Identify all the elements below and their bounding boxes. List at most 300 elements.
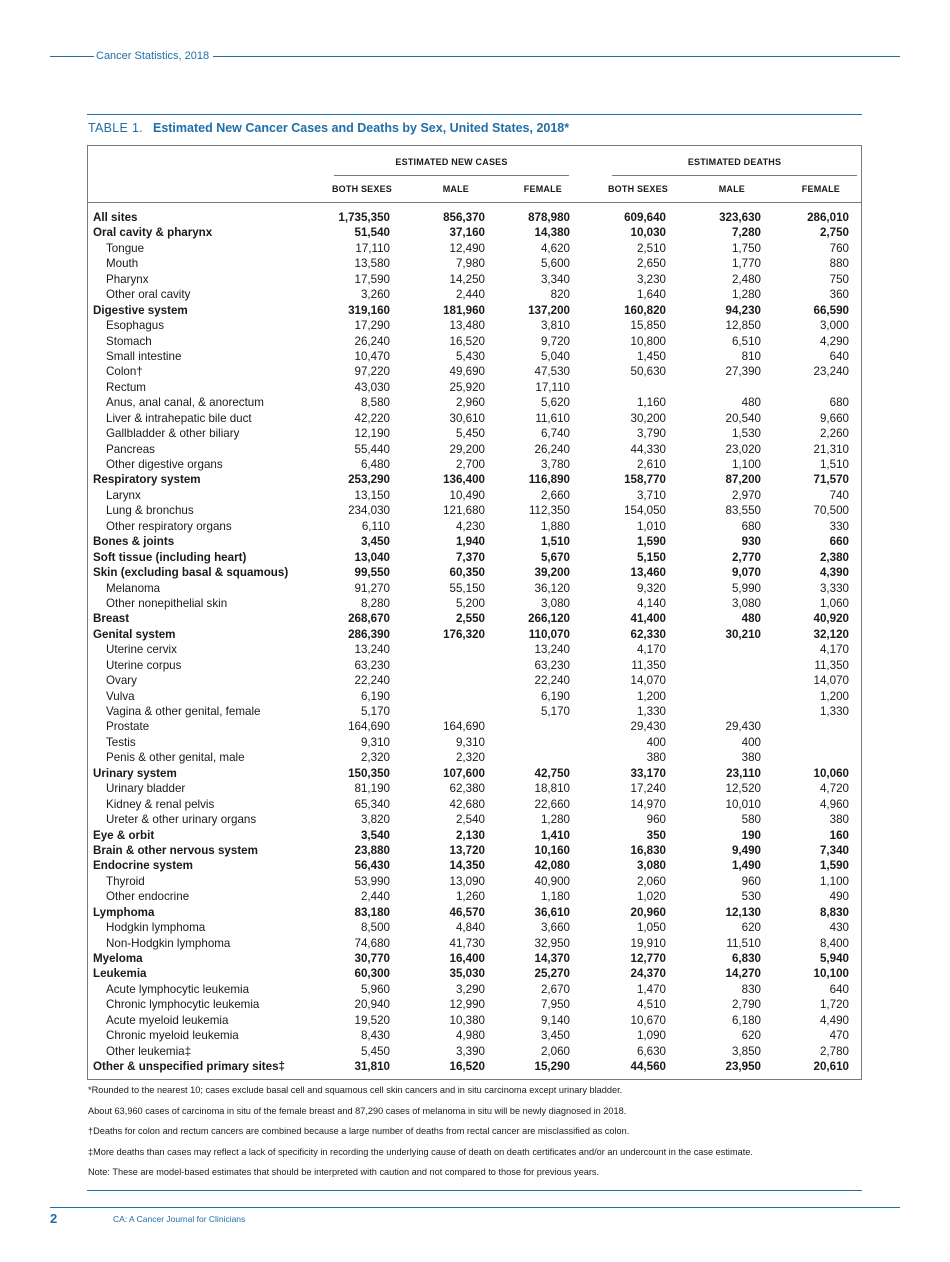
cell-value: 2,650 (636, 257, 666, 271)
cell-value: 70,500 (813, 504, 849, 518)
page-number: 2 (50, 1211, 58, 1226)
table-row (88, 735, 861, 750)
table-row (88, 457, 861, 472)
table-bottom-rule (87, 1190, 862, 1191)
table-row (88, 982, 861, 997)
cell-value: 856,370 (443, 211, 485, 224)
cell-value: 268,670 (348, 612, 390, 626)
table-row (88, 349, 861, 364)
table-row (88, 318, 861, 333)
row-label: Other & unspecified primary sites‡ (93, 1060, 286, 1074)
cell-value: 36,610 (534, 905, 570, 919)
cell-value: 20,940 (354, 998, 390, 1012)
cell-value: 29,200 (449, 442, 485, 456)
row-label: Pancreas (106, 442, 155, 456)
cell-value: 1,020 (636, 890, 666, 904)
cell-value: 3,810 (540, 319, 570, 333)
cell-value: 350 (646, 828, 666, 842)
cell-value: 4,170 (636, 643, 666, 657)
cell-value: 1,940 (455, 535, 485, 549)
row-label: Stomach (106, 334, 152, 348)
cell-value: 3,450 (540, 1029, 570, 1043)
cell-value: 160,820 (624, 303, 666, 317)
row-label: Other oral cavity (106, 288, 191, 302)
cell-value: 164,690 (443, 720, 485, 734)
cell-value: 65,340 (354, 797, 390, 811)
table-row (88, 889, 861, 904)
table-row (88, 210, 861, 225)
cell-value: 30,770 (354, 952, 390, 965)
cell-value: 158,770 (624, 473, 666, 487)
row-label: Breast (93, 612, 130, 626)
cell-value: 1,060 (819, 596, 849, 610)
cell-value: 36,120 (534, 581, 570, 595)
row-label: Small intestine (106, 349, 182, 363)
col-header-cases-both: BOTH SEXES (331, 184, 392, 194)
row-label: Lung & bronchus (106, 504, 194, 518)
cell-value: 680 (829, 396, 849, 410)
cell-value: 360 (829, 288, 849, 302)
cell-value: 580 (741, 813, 761, 827)
header-rule (88, 202, 861, 203)
group-header-new-cases: ESTIMATED NEW CASES (395, 157, 508, 167)
cell-value: 25,270 (534, 967, 570, 981)
row-label: Bones & joints (93, 535, 175, 549)
cell-value: 87,200 (725, 473, 761, 487)
cell-value: 9,310 (360, 735, 390, 749)
cell-value: 1,720 (819, 998, 849, 1012)
cell-value: 10,060 (813, 766, 849, 780)
cell-value: 5,150 (636, 550, 666, 564)
cell-value: 10,030 (630, 226, 666, 240)
cell-value: 10,470 (354, 349, 390, 363)
cell-value: 107,600 (443, 766, 485, 780)
table-top-rule (87, 114, 862, 115)
cell-value: 17,110 (535, 380, 570, 394)
row-label: Oral cavity & pharynx (93, 226, 213, 240)
row-label: Other digestive organs (106, 458, 223, 471)
cell-value: 44,330 (630, 442, 666, 456)
cell-value: 4,230 (455, 519, 485, 533)
cell-value: 22,240 (534, 674, 570, 688)
row-label: Non-Hodgkin lymphoma (106, 936, 231, 950)
cell-value: 10,160 (534, 843, 570, 857)
cell-value: 24,370 (630, 967, 666, 981)
cell-value: 2,700 (455, 458, 485, 471)
cell-value: 2,510 (636, 241, 666, 255)
row-label: Leukemia (93, 967, 147, 981)
cell-value: 3,080 (636, 859, 666, 873)
cell-value: 23,110 (726, 766, 761, 780)
cell-value: 12,990 (449, 998, 485, 1012)
cell-value: 17,590 (354, 272, 390, 286)
cell-value: 8,830 (819, 905, 849, 919)
table-row (88, 920, 861, 935)
cell-value: 2,380 (819, 550, 849, 564)
row-label: Other nonepithelial skin (106, 596, 228, 610)
table-row (88, 565, 861, 580)
cell-value: 680 (741, 519, 761, 533)
row-label: Vulva (106, 689, 135, 703)
cell-value: 4,980 (455, 1029, 485, 1043)
cell-value: 3,850 (731, 1044, 761, 1058)
cell-value: 9,490 (731, 843, 761, 857)
cell-value: 760 (829, 241, 849, 255)
row-label: Tongue (106, 241, 145, 255)
cell-value: 480 (741, 612, 761, 626)
cell-value: 15,850 (630, 319, 666, 333)
cell-value: 41,400 (630, 612, 666, 626)
table-row (88, 905, 861, 920)
col-header-cases-female: FEMALE (523, 184, 562, 194)
cell-value: 35,030 (449, 967, 485, 981)
cell-value: 810 (741, 349, 761, 363)
row-label: Brain & other nervous system (93, 843, 258, 857)
cell-value: 8,500 (360, 921, 390, 935)
footnotes (88, 1085, 863, 1188)
cell-value: 1,510 (819, 458, 849, 471)
cell-value: 7,370 (455, 550, 485, 564)
cell-value: 4,140 (636, 596, 666, 610)
row-label: Penis & other genital, male (106, 751, 245, 765)
cell-value: 530 (741, 890, 761, 904)
cell-value: 37,160 (449, 226, 485, 240)
table-row (88, 241, 861, 256)
table-row (88, 858, 861, 873)
table-body (88, 210, 861, 1075)
cell-value: 1,180 (540, 890, 570, 904)
running-head-rule-right (213, 56, 900, 57)
cell-value: 6,480 (360, 458, 390, 471)
cell-value: 13,150 (354, 488, 390, 502)
table-row (88, 380, 861, 395)
cell-value: 32,120 (813, 627, 849, 641)
cell-value: 16,400 (449, 952, 485, 965)
cell-value: 30,210 (725, 627, 761, 641)
cell-value: 19,910 (630, 936, 666, 950)
cell-value: 13,090 (449, 874, 485, 888)
cell-value: 480 (741, 396, 761, 410)
table-row (88, 534, 861, 549)
cell-value: 1,450 (636, 349, 666, 363)
cell-value: 14,250 (449, 272, 485, 286)
cell-value: 1,470 (636, 982, 666, 996)
cell-value: 150,350 (348, 766, 390, 780)
row-label: Genital system (93, 627, 176, 641)
cell-value: 23,880 (354, 843, 390, 857)
cell-value: 266,120 (528, 612, 570, 626)
cell-value: 2,960 (455, 396, 485, 410)
cell-value: 137,200 (528, 303, 570, 317)
footnote-rounding: *Rounded to the nearest 10; cases exclude basal cell and squamous cell skin cancers and in situ carcinoma except urinary bladder. (88, 1085, 623, 1095)
cell-value: 97,220 (354, 365, 390, 379)
cell-value: 16,520 (449, 334, 485, 348)
footnote-colon-rectum: †Deaths for colon and rectum cancers are combined because a large number of deaths from rectal cancer are misclassified as colon. (88, 1126, 630, 1136)
cell-value: 40,920 (813, 612, 849, 626)
cell-value: 74,680 (354, 936, 390, 950)
cell-value: 2,670 (540, 982, 570, 996)
cell-value: 30,200 (630, 411, 666, 425)
cell-value: 9,140 (540, 1013, 570, 1027)
cell-value: 3,450 (360, 535, 390, 549)
footnote-deaths-cases: ‡More deaths than cases may reflect a lack of specificity in recording the underlying cause of death on death certificates and/or an undercount in the case estimate. (88, 1146, 753, 1157)
cell-value: 1,510 (540, 535, 570, 549)
cell-value: 26,240 (354, 334, 390, 348)
cell-value: 14,370 (534, 952, 570, 965)
cell-value: 32,950 (534, 936, 570, 950)
cell-value: 2,780 (819, 1044, 849, 1058)
table-row (88, 781, 861, 796)
cell-value: 60,300 (354, 967, 390, 981)
table-row (88, 395, 861, 410)
cell-value: 60,350 (449, 566, 485, 580)
cell-value: 55,150 (449, 581, 485, 595)
cell-value: 14,070 (813, 674, 849, 688)
table-row (88, 719, 861, 734)
cell-value: 2,060 (636, 874, 666, 888)
cell-value: 16,830 (630, 843, 666, 857)
table-row (88, 442, 861, 457)
cell-value: 160 (829, 828, 849, 842)
cell-value: 9,720 (540, 334, 570, 348)
cell-value: 23,240 (813, 365, 849, 379)
cell-value: 5,450 (360, 1044, 390, 1058)
table-row (88, 426, 861, 441)
cell-value: 16,520 (449, 1060, 485, 1074)
cell-value: 21,310 (813, 442, 849, 456)
cell-value: 1,750 (731, 241, 761, 255)
cell-value: 42,080 (534, 859, 570, 873)
cell-value: 14,270 (725, 967, 761, 981)
cell-value: 53,990 (354, 874, 390, 888)
table-row (88, 936, 861, 951)
cell-value: 5,200 (455, 596, 485, 610)
cell-value: 7,980 (455, 257, 485, 271)
row-label: Liver & intrahepatic bile duct (106, 411, 252, 425)
cell-value: 3,780 (540, 458, 570, 471)
table-label: TABLE 1. (88, 121, 143, 135)
cell-value: 2,550 (455, 612, 485, 626)
cell-value: 10,800 (630, 334, 666, 348)
cell-value: 1,160 (636, 396, 666, 410)
row-label: Other leukemia‡ (106, 1044, 192, 1058)
table-title (88, 121, 863, 135)
cell-value: 2,750 (819, 226, 849, 240)
cell-value: 830 (741, 982, 761, 996)
row-label: Anus, anal canal, & anorectum (106, 396, 264, 410)
cell-value: 1,050 (636, 921, 666, 935)
table-caption: Estimated New Cancer Cases and Deaths by Sex, United States, 2018* (152, 121, 570, 135)
cell-value: 9,070 (731, 566, 761, 580)
cell-value: 11,510 (726, 936, 761, 950)
cell-value: 10,490 (449, 488, 485, 502)
cell-value: 9,310 (455, 735, 485, 749)
cell-value: 39,200 (534, 566, 570, 580)
cell-value: 400 (741, 735, 761, 749)
cell-value: 380 (741, 751, 761, 765)
cell-value: 44,560 (630, 1060, 666, 1074)
table-row (88, 951, 861, 966)
row-label: Respiratory system (93, 473, 201, 487)
table-row (88, 673, 861, 688)
col-header-deaths-female: FEMALE (801, 184, 840, 194)
table-row (88, 812, 861, 827)
cell-value: 31,810 (354, 1060, 390, 1074)
cell-value: 83,180 (354, 905, 390, 919)
cell-value: 10,670 (630, 1013, 666, 1027)
cell-value: 41,730 (449, 936, 485, 950)
cell-value: 25,920 (449, 380, 485, 394)
row-label: Chronic myeloid leukemia (106, 1029, 239, 1043)
footer-rule (50, 1207, 900, 1208)
cell-value: 11,350 (814, 658, 849, 672)
table-row (88, 503, 861, 518)
cell-value: 110,070 (528, 627, 570, 641)
cell-value: 3,330 (819, 581, 849, 595)
cell-value: 878,980 (528, 211, 570, 224)
table-row (88, 1059, 861, 1074)
row-label: Kidney & renal pelvis (106, 797, 215, 811)
cell-value: 154,050 (624, 504, 666, 518)
cell-value: 136,400 (443, 473, 485, 487)
table-row (88, 488, 861, 503)
row-label: Ovary (106, 674, 137, 688)
cell-value: 112,350 (528, 504, 570, 518)
cell-value: 5,450 (455, 427, 485, 441)
cell-value: 1,490 (731, 859, 761, 873)
col-header-deaths-both: BOTH SEXES (607, 184, 668, 194)
row-label: Myeloma (93, 952, 143, 965)
cell-value: 3,710 (636, 488, 666, 502)
table-row (88, 611, 861, 626)
row-label: Rectum (106, 380, 146, 394)
cell-value: 20,540 (725, 411, 761, 425)
cell-value: 13,460 (630, 566, 666, 580)
cell-value: 12,130 (725, 905, 761, 919)
cell-value: 4,720 (819, 782, 849, 796)
row-label: Mouth (106, 257, 139, 271)
row-label: Urinary bladder (106, 782, 186, 796)
cell-value: 880 (829, 257, 849, 271)
cell-value: 6,510 (731, 334, 761, 348)
cell-value: 9,320 (636, 581, 666, 595)
cell-value: 286,010 (807, 211, 849, 224)
cell-value: 1,330 (819, 705, 849, 718)
table-row (88, 334, 861, 349)
cell-value: 1,530 (731, 427, 761, 441)
table-row (88, 256, 861, 271)
cell-value: 1,090 (636, 1029, 666, 1043)
table-row (88, 658, 861, 673)
cell-value: 3,790 (636, 427, 666, 441)
cell-value: 3,260 (360, 288, 390, 302)
cell-value: 12,190 (354, 427, 390, 441)
cell-value: 91,270 (354, 581, 390, 595)
cell-value: 33,170 (630, 766, 666, 780)
cell-value: 13,040 (354, 550, 390, 564)
table-row (88, 272, 861, 287)
cell-value: 5,990 (731, 581, 761, 595)
cell-value: 380 (829, 813, 849, 827)
cell-value: 49,690 (449, 365, 485, 379)
cell-value: 7,950 (540, 998, 570, 1012)
cell-value: 4,170 (819, 643, 849, 657)
cell-value: 81,190 (354, 782, 390, 796)
cell-value: 2,320 (455, 751, 485, 765)
cell-value: 20,960 (630, 905, 666, 919)
table-row (88, 828, 861, 843)
cell-value: 2,610 (636, 458, 666, 471)
running-head-title: Cancer Statistics, 2018 (96, 50, 210, 62)
cell-value: 23,020 (725, 442, 761, 456)
cell-value: 11,350 (631, 658, 666, 672)
cell-value: 94,230 (725, 303, 761, 317)
cell-value: 2,540 (455, 813, 485, 827)
cell-value: 1,260 (455, 890, 485, 904)
cell-value: 1,010 (636, 519, 666, 533)
cell-value: 750 (829, 272, 849, 286)
cell-value: 14,070 (630, 674, 666, 688)
cell-value: 2,790 (731, 998, 761, 1012)
cell-value: 960 (646, 813, 666, 827)
cell-value: 253,290 (348, 473, 390, 487)
table-row (88, 364, 861, 379)
cell-value: 430 (829, 921, 849, 935)
table-row (88, 797, 861, 812)
table-row (88, 550, 861, 565)
cell-value: 930 (741, 535, 761, 549)
cell-value: 30,610 (449, 411, 485, 425)
table-row (88, 519, 861, 534)
cell-value: 19,520 (354, 1013, 390, 1027)
cell-value: 3,000 (819, 319, 849, 333)
cell-value: 960 (741, 874, 761, 888)
cell-value: 3,540 (360, 828, 390, 842)
cell-value: 2,480 (731, 272, 761, 286)
row-label: Digestive system (93, 303, 188, 317)
cell-value: 3,290 (455, 982, 485, 996)
cell-value: 3,230 (636, 272, 666, 286)
running-head-rule-left (50, 56, 94, 57)
cell-value: 176,320 (443, 627, 485, 641)
cell-value: 620 (741, 921, 761, 935)
cell-value: 13,720 (449, 843, 485, 857)
cell-value: 42,220 (354, 411, 390, 425)
cell-value: 9,660 (819, 411, 849, 425)
row-label: Acute lymphocytic leukemia (106, 982, 250, 996)
row-label: All sites (93, 211, 138, 224)
cell-value: 2,970 (731, 488, 761, 502)
table-row (88, 874, 861, 889)
table-row (88, 843, 861, 858)
cell-value: 609,640 (624, 211, 666, 224)
table-row (88, 287, 861, 302)
cell-value: 1,280 (540, 813, 570, 827)
cell-value: 13,240 (354, 643, 390, 657)
cell-value: 164,690 (348, 720, 390, 734)
cell-value: 10,380 (449, 1013, 485, 1027)
cell-value: 7,340 (819, 843, 849, 857)
row-label: Colon† (106, 365, 143, 379)
cell-value: 5,040 (540, 349, 570, 363)
row-label: Skin (excluding basal & squamous) (93, 566, 289, 580)
cell-value: 6,740 (540, 427, 570, 441)
cell-value: 400 (646, 735, 666, 749)
cell-value: 14,350 (449, 859, 485, 873)
cell-value: 660 (829, 535, 849, 549)
cell-value: 3,340 (540, 272, 570, 286)
cell-value: 12,850 (725, 319, 761, 333)
